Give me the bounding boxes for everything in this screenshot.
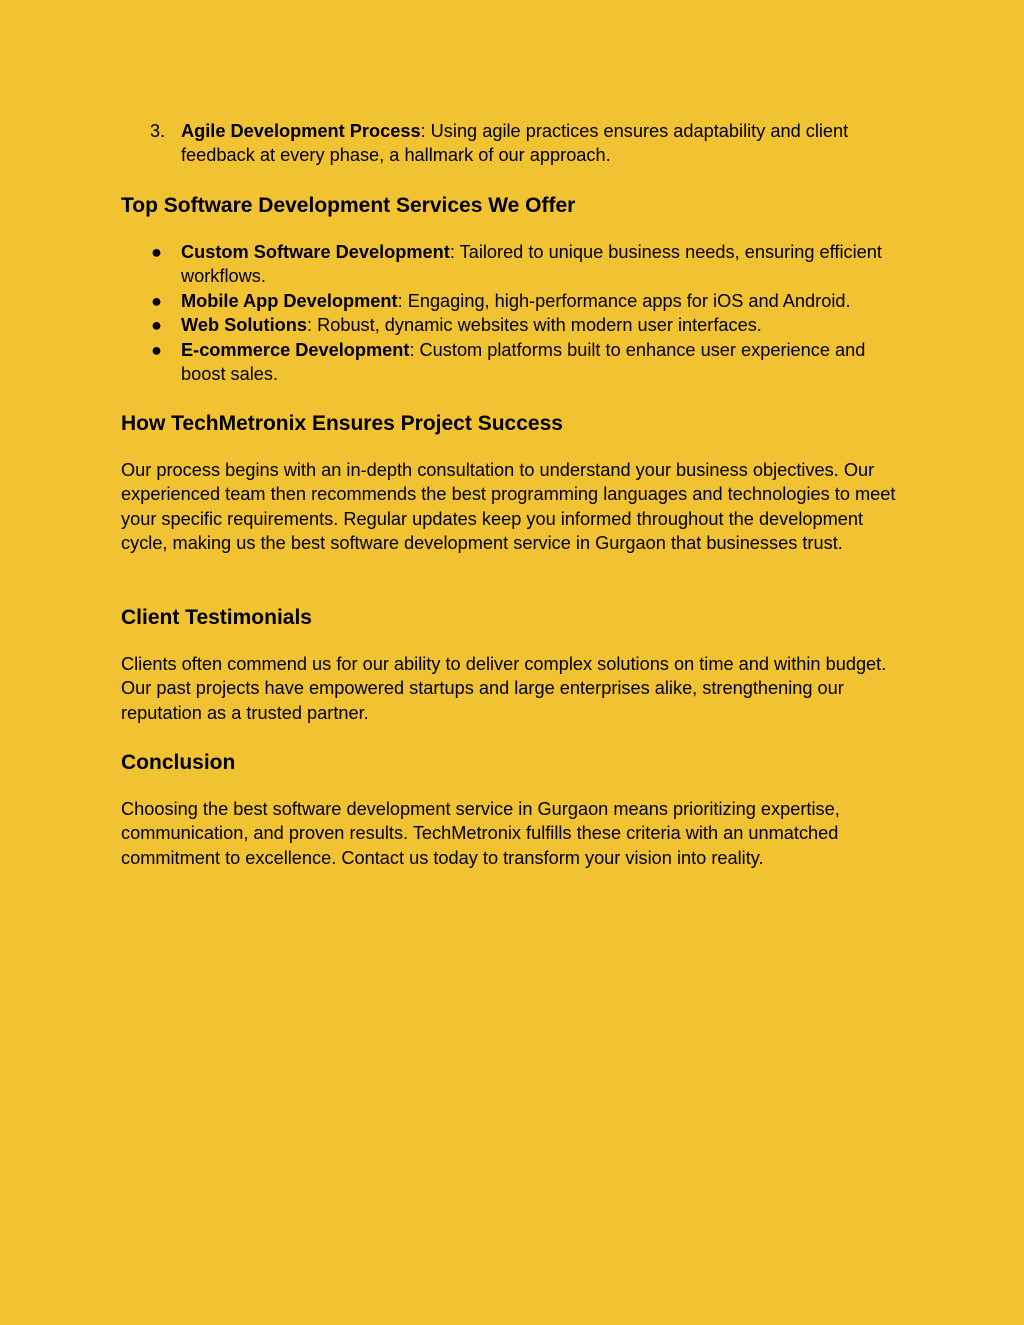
conclusion-paragraph: Choosing the best software development service in Gurgaon means prioritizing expertise, communication, and proven results. TechMetronix fulfills these criteria with an unmatched commitment to excellence. Contact us today to transform your vision into reality. bbox=[121, 799, 840, 868]
numbered-list-item-agile bbox=[121, 119, 901, 168]
bullet-icon: ● bbox=[151, 242, 162, 262]
bullet-icon: ● bbox=[151, 339, 162, 360]
bullet-icon: ● bbox=[151, 290, 162, 311]
testimonials-heading: Client Testimonials bbox=[121, 606, 312, 629]
conclusion-heading: Conclusion bbox=[121, 751, 236, 774]
list-item-title: Custom Software Development bbox=[181, 242, 450, 262]
services-list-item-ecommerce bbox=[121, 338, 901, 387]
services-list-item-custom-software bbox=[121, 240, 901, 289]
numbered-list bbox=[121, 119, 901, 168]
services-list-item-mobile-app bbox=[121, 289, 901, 313]
list-number: 3. bbox=[150, 121, 166, 141]
list-item-text: : Tailored to unique business needs, ensuring efficient workflows. bbox=[181, 242, 882, 287]
project-success-paragraph: Our process begins with an in-depth consultation to understand your business objectives. Our experienced team then recommends the best programming languages and technologies to meet your specific requirements. Regular updates keep you informed throughout the development cycle, making us the best software development service in Gurgaon that businesses trust. bbox=[121, 460, 896, 554]
services-heading: Top Software Development Services We Offer bbox=[121, 194, 576, 217]
testimonials-paragraph: Clients often commend us for our ability to deliver complex solutions on time and within budget. Our past projects have empowered startups and large enterprises alike, strengthening our reputation as a trusted partner. bbox=[121, 654, 887, 723]
list-item-text: : Using agile practices ensures adaptability and client feedback at every phase, a hallmark of our approach. bbox=[181, 121, 849, 166]
list-item-title: E-commerce Development bbox=[181, 339, 410, 360]
list-item-text: : Engaging, high-performance apps for iOS and Android. bbox=[397, 290, 851, 311]
list-item-title: Agile Development Process bbox=[181, 121, 421, 141]
list-item-text: : Custom platforms built to enhance user experience and boost sales. bbox=[181, 339, 866, 385]
project-success-heading: How TechMetronix Ensures Project Success bbox=[121, 412, 563, 435]
services-list bbox=[121, 240, 901, 386]
services-list-item-web-solutions bbox=[121, 313, 901, 337]
list-item-text: : Robust, dynamic websites with modern user interfaces. bbox=[306, 315, 762, 336]
bullet-icon: ● bbox=[151, 315, 162, 336]
list-item-title: Mobile App Development bbox=[181, 290, 398, 311]
list-item-title: Web Solutions bbox=[181, 315, 307, 336]
